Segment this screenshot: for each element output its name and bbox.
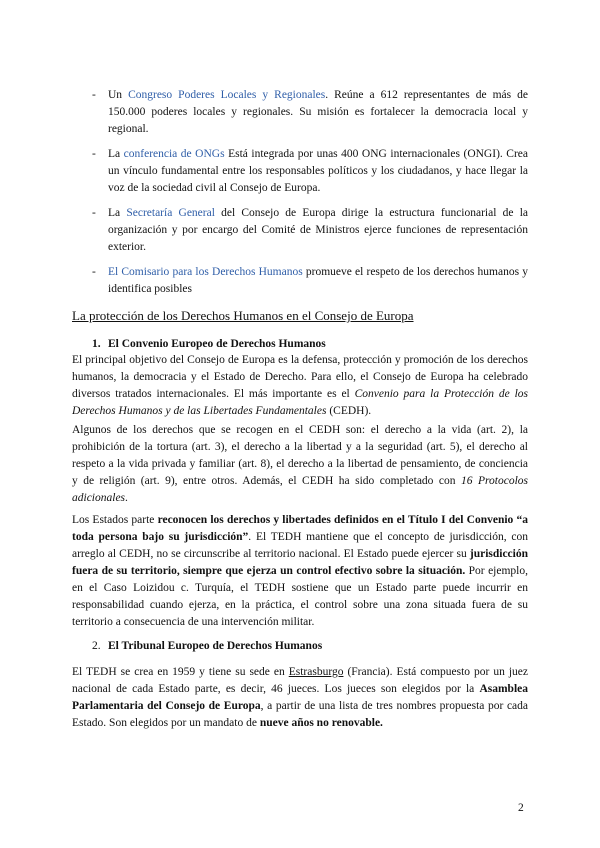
bullet-list: [92, 87, 528, 306]
bullet-secretaria: - La Secretaría General del Consejo de Europa dirige la estructura funcionarial de la organización y por encargo del Comité de Ministros ejerce funciones de representación exterior.: [92, 207, 528, 253]
bullet-comisario: - El Comisario para los Derechos Humanos promueve el respeto de los derechos humanos y identifica posibles: [92, 266, 528, 295]
section-title: La protección de los Derechos Humanos en el Consejo de Europa: [72, 308, 414, 323]
paragraph-estados-parte: Los Estados parte reconocen los derechos y libertades definidos en el Título I del Convenio “a toda persona bajo su jurisdicción”. El TEDH mantiene que el concepto de jurisdicción, con arreglo al CEDH, no se circunscribe al territorio nacional. El Estado puede ejercer su jurisdicción fuera de su territorio, siempre que ejerza un control efectivo sobre la situación. Por ejemplo, en el Caso Loizidou c. Turquía, el TEDH sostiene que un Estado parte puede incurrir en responsabilidad cuando ejerza, en la práctica, el control sobre una zona situada fuera de su territorio a consecuencia de una intervención militar.: [72, 514, 529, 628]
page-number: 2: [518, 802, 524, 814]
bullet-dash: -: [92, 207, 96, 219]
link-congreso[interactable]: Congreso Poderes Locales y Regionales: [128, 89, 326, 101]
subheading-tribunal: 2. El Tribunal Europeo de Derechos Humanos: [92, 640, 323, 652]
paragraph-tedh: El TEDH se crea en 1959 y tiene su sede en Estrasburgo (Francia). Está compuesto por un juez nacional de cada Estado parte, es decir, 46 jueces. Los jueces son elegidos por la Asamblea Parlamentaria del Consejo de Europa, a partir de una lista de tres nombres propuesta por cada Estado. Son elegidos por un mandato de nueve años no renovable.: [72, 666, 529, 729]
bullet-dash: -: [92, 148, 96, 160]
subheading-convenio: 1. El Convenio Europeo de Derechos Humanos: [92, 338, 326, 350]
bullet-congreso: - Un Congreso Poderes Locales y Regionales. Reúne a 612 representantes de más de 150.000 poderes locales y regionales. Su misión es fortalecer la democracia local y regional.: [92, 89, 528, 135]
link-conferencia-ongs[interactable]: conferencia de ONGs: [123, 148, 225, 160]
paragraph-objetivo: El principal objetivo del Consejo de Europa es la defensa, protección y promoción de los derechos humanos, la democracia y el Estado de Derecho. Para ello, el Consejo de Europa ha celebrado diversos tratados internacionales. El más importante es el Convenio para la Protección de los Derechos Humanos y de las Libertades Fundamentales (CEDH).: [72, 354, 528, 417]
bullet-ong: - La conferencia de ONGs Está integrada por unas 400 ONG internacionales (ONGI). Crea un vínculo fundamental entre los responsables políticos y los ciudadanos, y hace llegar la voz de la sociedad civil al Consejo de Europa.: [92, 148, 529, 194]
bullet-dash: -: [92, 89, 96, 101]
paragraph-derechos: Algunos de los derechos que se recogen en el CEDH son: el derecho a la vida (art. 2), la prohibición de la tortura (art. 3), el derecho a la libertad y a la seguridad (art. 5), el derecho al respeto a la vida privada y familiar (art. 8), el derecho a la libertad de pensamiento, de conciencia y de religión (art. 9), entre otros. Además, el CEDH ha sido completado con 16 Protocolos adicionales.: [72, 424, 529, 504]
link-comisario[interactable]: El Comisario para los Derechos Humanos: [108, 266, 303, 278]
bullet-dash: -: [92, 266, 96, 278]
link-secretaria-general[interactable]: Secretaría General: [126, 207, 215, 219]
